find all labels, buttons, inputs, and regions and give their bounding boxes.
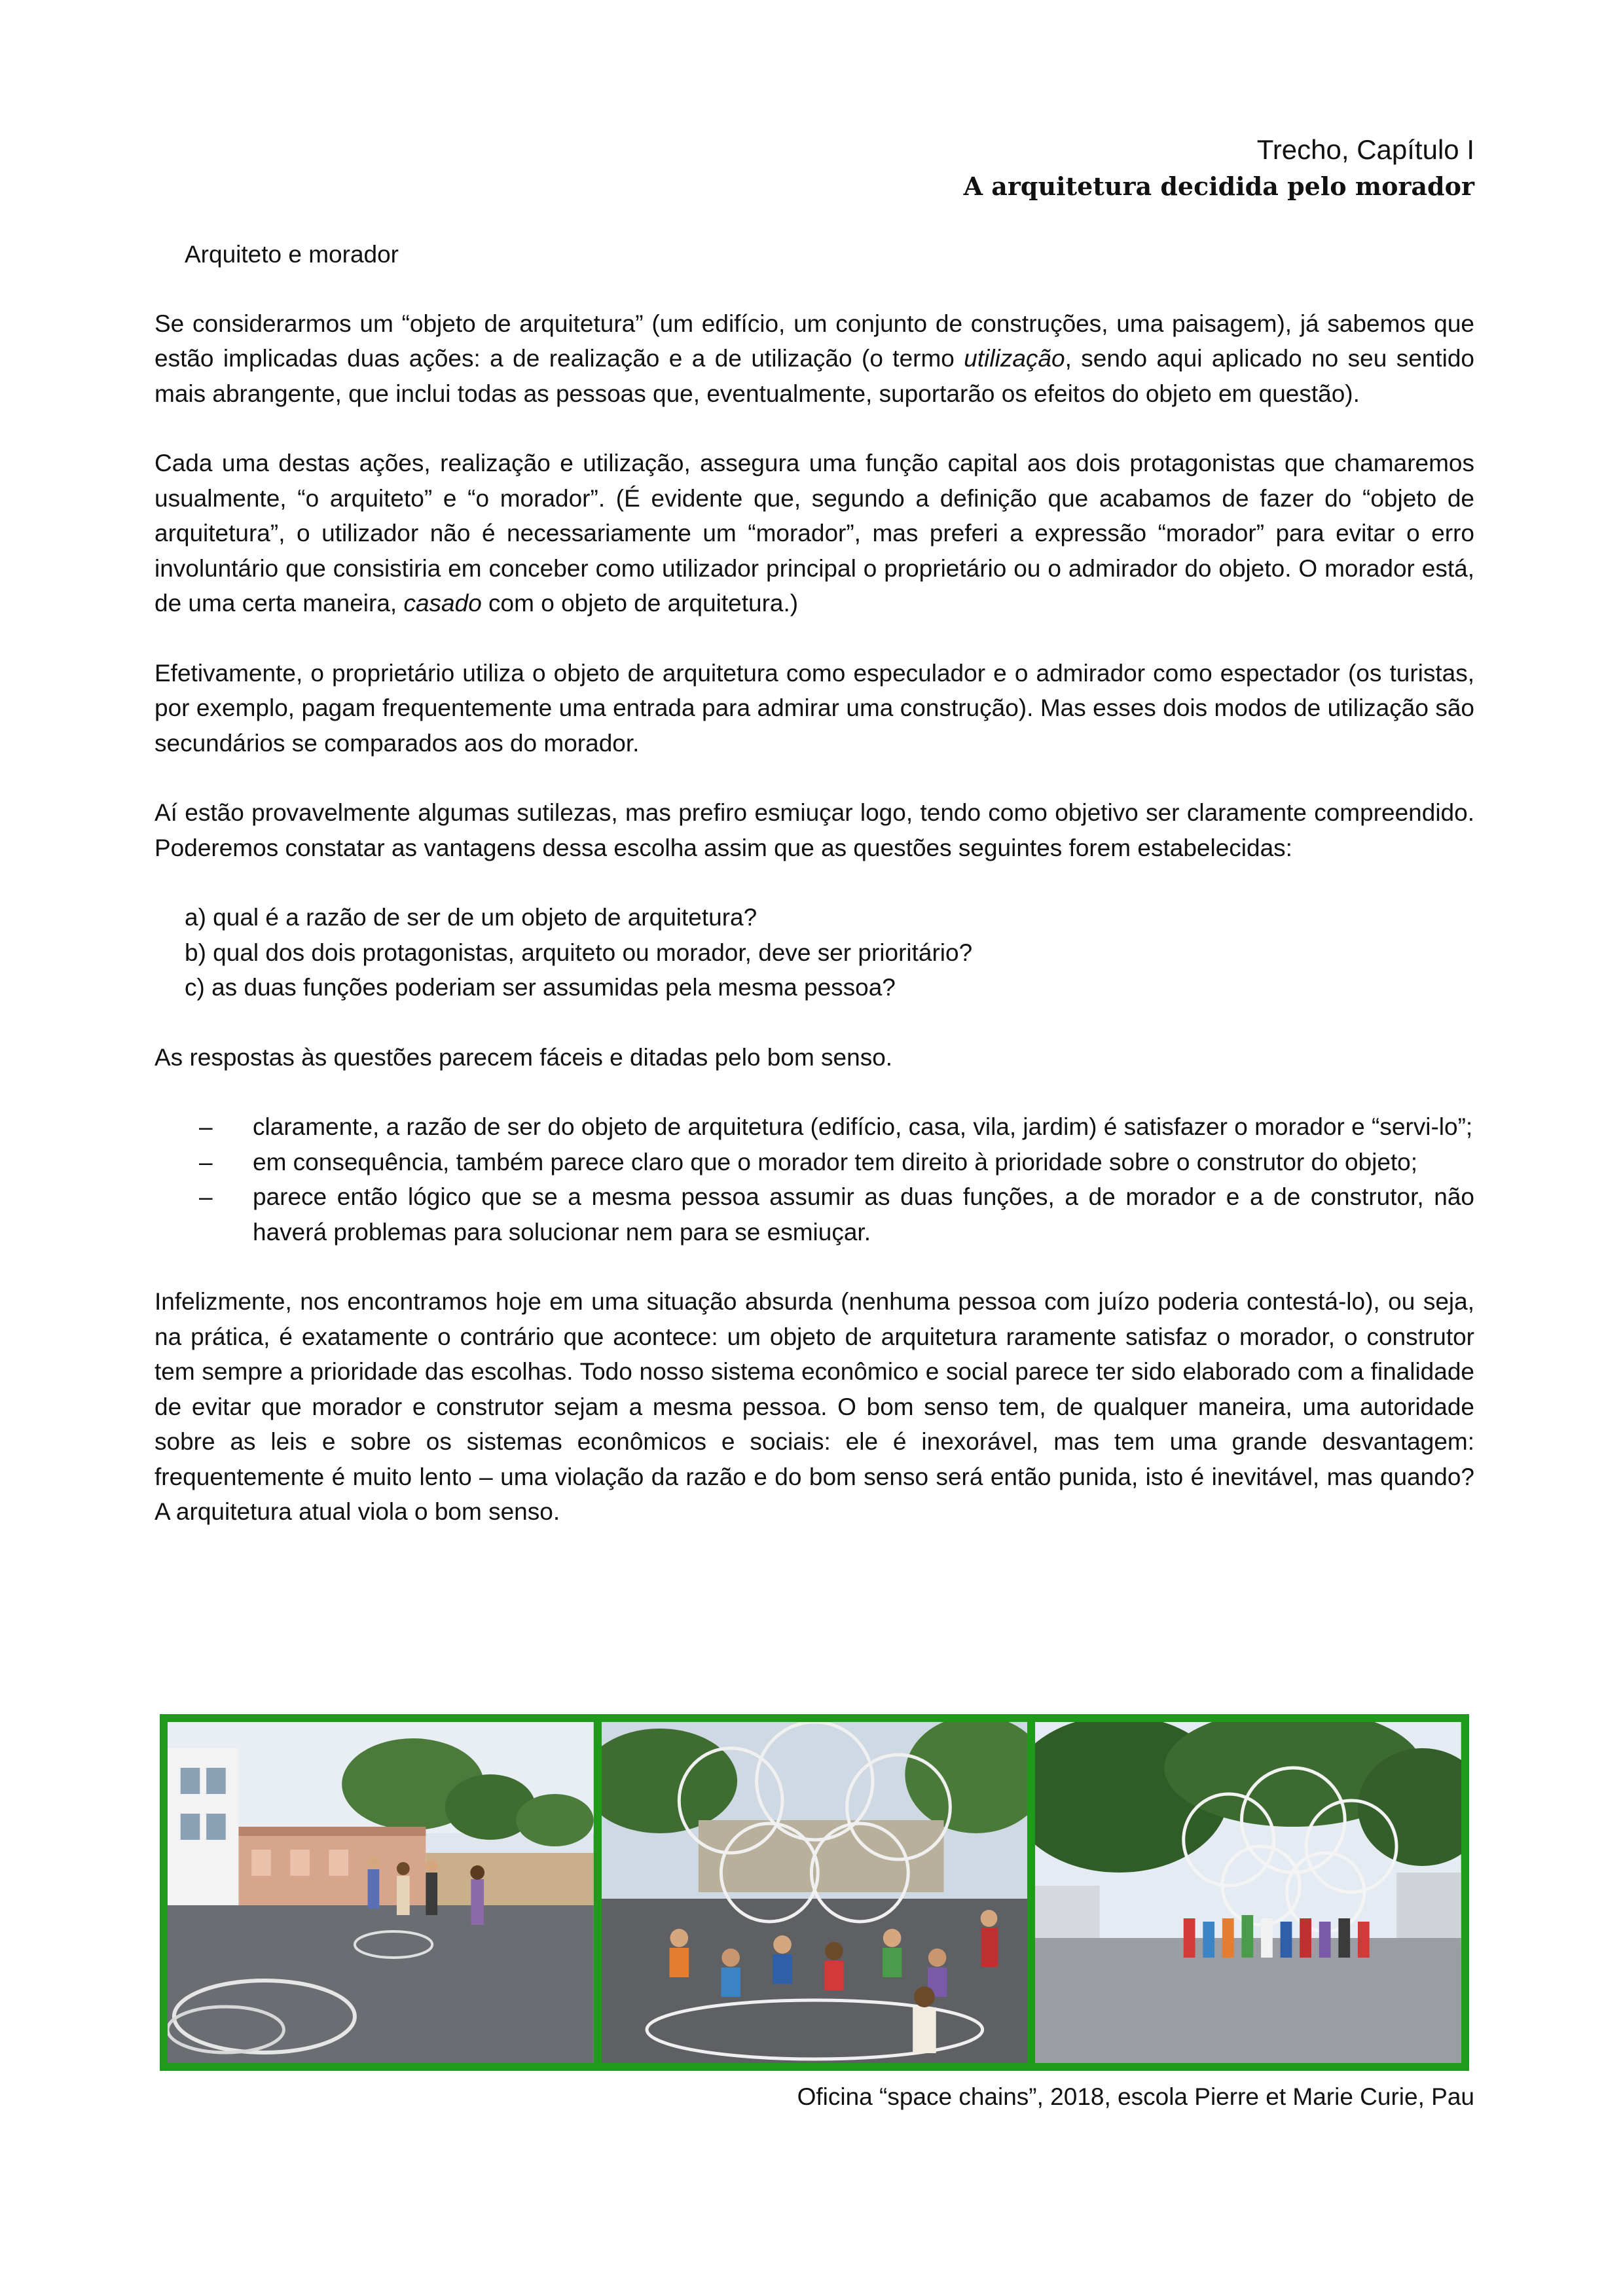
answer-text: parece então lógico que se a mesma pessoa assumir as duas funções, a de morador e a de construtor, não haverá problemas para solucionar nem para se esmiuçar. [253,1183,1474,1246]
answer-item [155,1179,1474,1249]
chapter-label: Trecho, Capítulo I [1256,134,1474,165]
paragraph-4: Aí estão provavelmente algumas sutilezas, mas prefiro esmiuçar logo, tendo como objetivo ser claramente compreendido. Poderemos constatar as vantagens dessa escolha assim que as questões seguintes forem estabelecidas: [155,799,1474,861]
answer-text: claramente, a razão de ser do objeto de arquitetura (edifício, casa, vila, jardim) é satisfazer o morador e “servi-lo”; [253,1113,1473,1140]
photo-hoop-dome-lifted [1035,1722,1461,2063]
paragraph-3: Efetivamente, o proprietário utiliza o objeto de arquitetura como especulador e o admirador como espectador (os turistas, por exemplo, pagam frequentemente uma entrada para admirar uma construção). Mas esses dois modos de utilização são secundários se comparados aos do morador. [155,659,1474,757]
photo-hoop-dome-seated [602,1722,1028,2063]
paragraph-1-emphasis: utilização [964,345,1065,372]
paragraph-1-text-b: , sendo aqui aplicado no seu sentido mais abrangente, que inclui todas as pessoas que, eventualmente, suportarão os efeitos do objeto em questão). [155,345,1475,407]
question-c: c) as duas funções poderiam ser assumidas pela mesma pessoa? [185,974,896,1001]
answer-list [155,1109,1474,1249]
paragraph-6: Infelizmente, nos encontramos hoje em uma situação absurda (nenhuma pessoa com juízo poderia contestá-lo), ou seja, na prática, é exatamente o contrário que acontece: um objeto de arquitetura raramente satisfaz o morador, o construtor tem sempre a prioridade das escolhas. Todo nosso sistema econômico e social parece ter sido elaborado com a finalidade de evitar que morador e construtor sejam a mesma pessoa. O bom senso tem, de qualquer maneira, uma autoridade sobre as leis e sobre os sistemas econômicos e sociais: ele é inexorável, mas tem uma grande desvantagem: frequentemente é muito lento – uma violação da razão e do bom senso será então punida, isto é inevitável, mas quando? A arquitetura atual viola o bom senso. [155,1288,1474,1525]
dash-bullet: – [199,1183,213,1210]
section-title: Arquiteto e morador [185,241,399,268]
paragraph-1 [155,306,1474,412]
paragraph-2 [155,446,1474,621]
answer-item [155,1145,1474,1180]
dash-bullet: – [199,1113,213,1140]
photo-strip [160,1714,1469,2071]
chapter-title: A arquitetura decidida pelo morador [963,171,1474,201]
question-list [185,900,1474,1005]
question-b: b) qual dos dois protagonistas, arquiteto ou morador, deve ser prioritário? [185,939,973,966]
photo-caption: Oficina “space chains”, 2018, escola Pierre et Marie Curie, Pau [797,2083,1474,2110]
paragraph-5: As respostas às questões parecem fáceis e ditadas pelo bom senso. [155,1043,893,1071]
dash-bullet: – [199,1148,213,1175]
answer-item [155,1109,1474,1145]
paragraph-2-text-b: com o objeto de arquitetura.) [481,590,799,617]
header [964,131,1474,204]
paragraph-2-text-a: Cada uma destas ações, realização e utilização, assegura uma função capital aos dois protagonistas que chamaremos usualmente, “o arquiteto” e “o morador”. (É evidente que, segundo a definição que acabamos de fazer do “objeto de arquitetura”, o utilizador não é necessariamente um “morador”, mas preferi a expressão “morador” para evitar o erro involuntário que consistiria em conceber como utilizador principal o proprietário ou o admirador do objeto. O morador está, de uma certa maneira, [155,450,1474,617]
paragraph-1-text-a: Se considerarmos um “objeto de arquitetura” (um edifício, um conjunto de construções, uma paisagem), já sabemos que estão implicadas duas ações: a de realização e a de utilização (o termo [155,310,1474,372]
paragraph-2-emphasis: casado [403,590,482,617]
answer-text: em consequência, também parece claro que o morador tem direito à prioridade sobre o construtor do objeto; [253,1148,1418,1175]
photo-schoolyard-hoops [168,1722,594,2063]
question-a: a) qual é a razão de ser de um objeto de arquitetura? [185,904,757,931]
body-text [155,237,1474,1564]
